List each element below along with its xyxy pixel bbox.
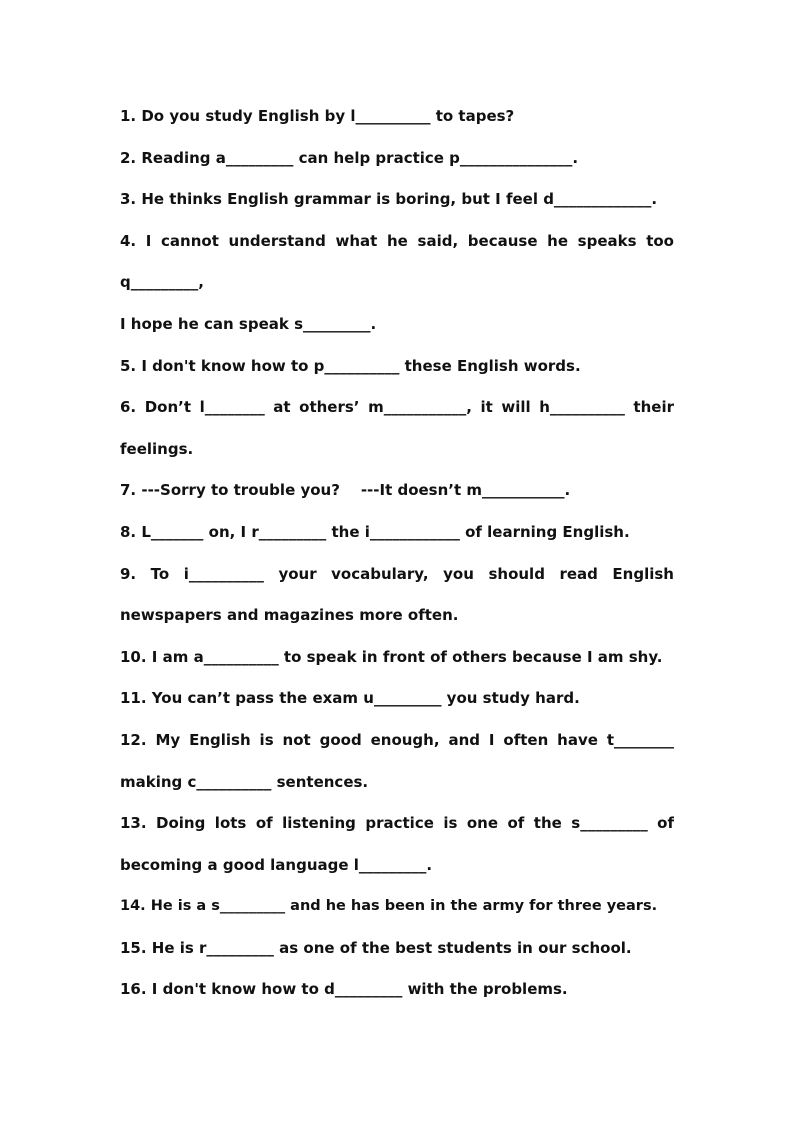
question-5: 5. I don't know how to p__________ these English words. — [120, 356, 581, 375]
question-6-line-1: 6. Don’t l________ at others’ m___________, it will h__________ their — [120, 398, 674, 417]
question-9-line-1: 9. To i__________ your vocabulary, you should read English — [120, 564, 674, 583]
question-10: 10. I am a__________ to speak in front of others because I am shy. — [120, 647, 663, 666]
question-14: 14. He is a s_________ and he has been in the army for three years. — [120, 898, 658, 915]
question-12-line-1: 12. My English is not good enough, and I often have t________ — [120, 730, 674, 749]
question-2: 2. Reading a_________ can help practice p_______________. — [120, 148, 579, 167]
question-16: 16. I don't know how to d_________ with the problems. — [120, 980, 568, 999]
question-11: 11. You can’t pass the exam u_________ you study hard. — [120, 689, 580, 708]
question-4-line-1: 4. I cannot understand what he said, because he speaks too — [120, 231, 674, 250]
question-9-line-2: newspapers and magazines more often. — [120, 606, 459, 625]
question-6-line-2: feelings. — [120, 439, 194, 458]
worksheet — [120, 96, 674, 1011]
question-7: 7. ---Sorry to trouble you? ---It doesn’t m___________. — [120, 481, 571, 500]
question-15: 15. He is r_________ as one of the best students in our school. — [120, 938, 632, 957]
question-4-line-2: q_________, — [120, 273, 204, 292]
question-8: 8. L_______ on, I r_________ the i____________ of learning English. — [120, 522, 630, 541]
question-13-line-2: becoming a good language l_________. — [120, 855, 433, 874]
question-1: 1. Do you study English by l__________ to tapes? — [120, 107, 515, 125]
question-13-line-1: 13. Doing lots of listening practice is one of the s_________ of — [120, 814, 674, 833]
question-4-line-3: I hope he can speak s_________. — [120, 314, 377, 333]
question-3: 3. He thinks English grammar is boring, but I feel d_____________. — [120, 190, 658, 209]
question-12-line-2: making c__________ sentences. — [120, 772, 369, 791]
